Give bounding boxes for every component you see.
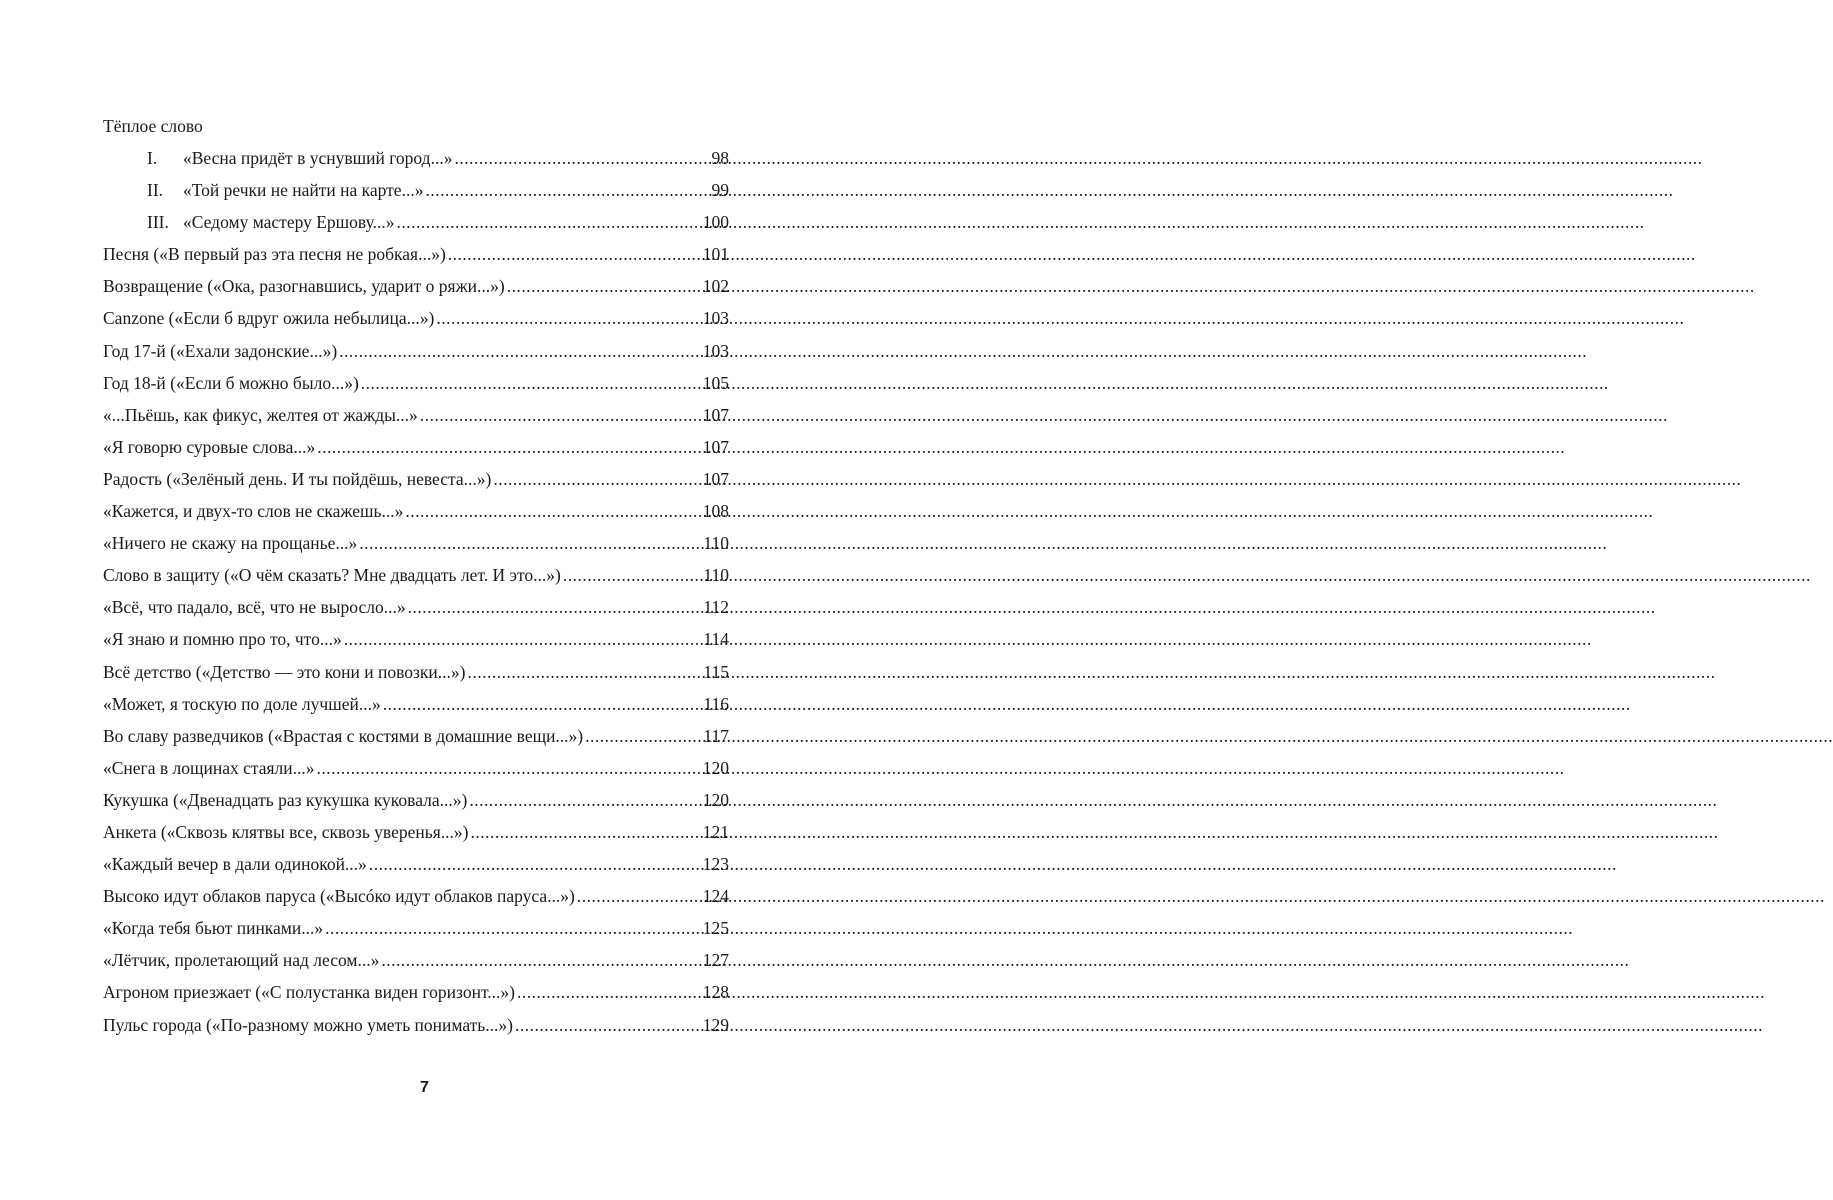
- toc-entry: [103, 559, 729, 591]
- dot-leader: [361, 367, 701, 399]
- entry-page-number: 128: [702, 982, 729, 1003]
- entry-page-number: 116: [703, 693, 729, 714]
- entry-title: «Всё, что падало, всё, что не выросло...»: [103, 597, 406, 618]
- entry-page-number: 103: [702, 340, 729, 361]
- dot-leader: [436, 302, 700, 334]
- dot-leader: [317, 752, 701, 784]
- entry-title: Год 18-й («Если б можно было...»): [103, 372, 359, 393]
- entry-title: «Ничего не скажу на прощанье...»: [103, 533, 358, 554]
- toc-entry: [103, 495, 729, 527]
- dot-leader: [467, 656, 701, 688]
- toc-entry: [103, 335, 729, 367]
- entry-title: «Когда тебя бьют пинками...»: [103, 918, 324, 939]
- entry-page-number: 107: [702, 436, 729, 457]
- entry-page-number: 123: [702, 854, 729, 875]
- entry-title: Во славу разведчиков («Врастая с костями в домашние вещи...»): [103, 725, 584, 746]
- entry-page-number: 103: [702, 308, 729, 329]
- dot-leader: [515, 1009, 701, 1041]
- entry-title: Canzone («Если б вдруг ожила небылица...»): [103, 308, 435, 329]
- toc-sub-entry: [103, 206, 729, 238]
- entry-title: Высоко идут облаков паруса («Высóко идут облаков паруса...»): [103, 886, 575, 907]
- entry-title: «Я знаю и помню про то, что...»: [103, 629, 342, 650]
- roman-numeral: I.: [147, 148, 158, 168]
- entry-title: «Каждый вечер в дали одинокой...»: [103, 854, 367, 875]
- entry-title: «Снега в лощинах стаяли...»: [103, 757, 315, 778]
- entry-title: «Той речки не найти на карте...»: [183, 180, 424, 201]
- dot-leader: [563, 559, 702, 591]
- entry-page-number: 105: [702, 372, 729, 393]
- dot-leader: [585, 720, 701, 752]
- roman-numeral: II.: [147, 180, 164, 201]
- dot-leader: [517, 976, 701, 1008]
- entry-title: Кукушка («Двенадцать раз кукушка куковала...»): [103, 789, 468, 810]
- dot-leader: [454, 142, 709, 174]
- entry-page-number: 107: [702, 468, 729, 489]
- toc-entry: [103, 431, 729, 463]
- toc-entry: [103, 656, 729, 688]
- toc-entry: [103, 623, 729, 655]
- entry-page-number: 124: [702, 886, 729, 907]
- toc-entry: [103, 752, 729, 784]
- dot-leader: [405, 495, 700, 527]
- dot-leader: [493, 463, 700, 495]
- entry-page-number: 125: [702, 918, 729, 939]
- page-number: 7: [420, 1079, 429, 1096]
- entry-page-number: 101: [702, 244, 729, 265]
- entry-page-number: 99: [711, 180, 729, 201]
- entry-page-number: 110: [703, 533, 729, 554]
- entry-title: «Я говорю суровые слова...»: [103, 436, 316, 457]
- entry-title: Радость («Зелёный день. И ты пойдёшь, невеста...»): [103, 468, 492, 489]
- entry-title: «Лётчик, пролетающий над лесом...»: [103, 950, 380, 971]
- entry-page-number: 117: [703, 725, 729, 746]
- entry-title: Агроном приезжает («С полустанка виден горизонт...»): [103, 982, 515, 1003]
- entry-page-number: 100: [702, 212, 729, 233]
- toc-entry: [103, 688, 729, 720]
- entry-title: «Весна придёт в уснувший город...»: [183, 148, 453, 168]
- entry-page-number: 115: [703, 661, 729, 682]
- dot-leader: [369, 848, 701, 880]
- table-of-contents: [103, 110, 729, 1041]
- dot-leader: [317, 431, 700, 463]
- entry-title: Год 17-й («Ехали задонские...»): [103, 340, 338, 361]
- entry-page-number: 112: [703, 597, 729, 618]
- entry-page-number: 114: [703, 629, 729, 650]
- dot-leader: [470, 816, 700, 848]
- dot-leader: [344, 623, 702, 655]
- dot-leader: [507, 270, 701, 302]
- entry-page-number: 102: [702, 276, 729, 297]
- toc-entry: [103, 784, 729, 816]
- entry-page-number: 108: [702, 501, 729, 522]
- dot-leader: [469, 784, 700, 816]
- entry-page-number: 127: [702, 950, 729, 971]
- toc-entry: [103, 944, 729, 976]
- dot-leader: [577, 880, 701, 912]
- dot-leader: [448, 238, 701, 270]
- toc-entry: [103, 1009, 729, 1041]
- dot-leader: [408, 591, 702, 623]
- entry-title: «Может, я тоскую по доле лучшей...»: [103, 693, 381, 714]
- roman-numeral: III.: [147, 212, 169, 233]
- entry-page-number: 98: [711, 148, 729, 168]
- toc-entry: [103, 527, 729, 559]
- dot-leader: [339, 335, 701, 367]
- toc-sub-entry: [103, 142, 729, 174]
- entry-page-number: 120: [702, 789, 729, 810]
- toc-entry: [103, 399, 729, 431]
- toc-entry: [103, 848, 729, 880]
- toc-entry: [103, 238, 729, 270]
- toc-entry: [103, 302, 729, 334]
- dot-leader: [325, 912, 701, 944]
- toc-entry: [103, 463, 729, 495]
- toc-entry: [103, 270, 729, 302]
- entry-title: Песня («В первый раз эта песня не робкая...»): [103, 244, 446, 265]
- entry-page-number: 121: [702, 821, 729, 842]
- entry-title: Пульс города («По-разному можно уметь понимать...»): [103, 1014, 513, 1035]
- dot-leader: [425, 174, 709, 206]
- toc-entry: [103, 816, 729, 848]
- entry-title: Всё детство («Детство — это кони и повозки...»): [103, 661, 466, 682]
- entry-page-number: 107: [702, 404, 729, 425]
- dot-leader: [381, 944, 700, 976]
- toc-entry: [103, 720, 729, 752]
- entry-page-number: 120: [702, 757, 729, 778]
- dot-leader: [359, 527, 701, 559]
- dot-leader: [396, 206, 700, 238]
- entry-page-number: 110: [703, 565, 729, 586]
- entry-title: «Кажется, и двух-то слов не скажешь...»: [103, 501, 404, 522]
- dot-leader: [420, 399, 701, 431]
- dot-leader: [383, 688, 702, 720]
- entry-title: «Седому мастеру Ершову...»: [183, 212, 395, 233]
- toc-entry: [103, 912, 729, 944]
- toc-entry: [103, 976, 729, 1008]
- toc-entry: [103, 367, 729, 399]
- entry-title: «...Пьёшь, как фикус, желтея от жажды...»: [103, 404, 418, 425]
- entry-title: Возвращение («Ока, разогнавшись, ударит о ряжи...»): [103, 276, 505, 297]
- section-heading: Тёплое слово: [103, 116, 203, 136]
- entry-page-number: 129: [702, 1014, 729, 1035]
- toc-entry: [103, 591, 729, 623]
- entry-title: Слово в защиту («О чём сказать? Мне двадцать лет. И это...»): [103, 565, 561, 586]
- entry-title: Анкета («Сквозь клятвы все, сквозь уверенья...»): [103, 821, 469, 842]
- toc-sub-entry: [103, 174, 729, 206]
- toc-entry: [103, 880, 729, 912]
